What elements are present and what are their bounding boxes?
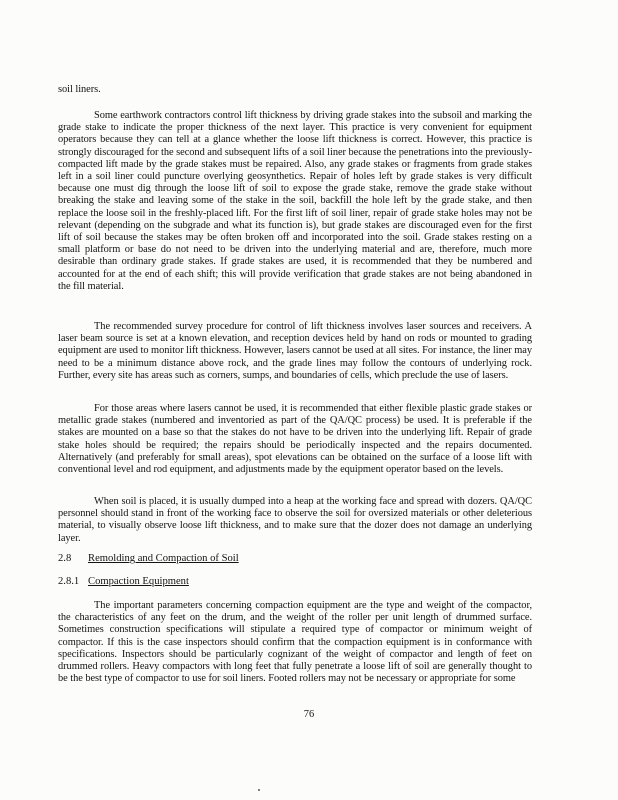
page-number: 76 [303, 709, 315, 720]
paragraph-soil-placement: When soil is placed, it is usually dumped into a heap at the working face and spread with dozers. QA/QC personnel should stand in front of the working face to observe the soil for oversized materials or other deleterious material, to visually observe loose lift thickness, and to make sure that the dozer does not damage an underlying layer. [58, 496, 532, 544]
scan-speck [258, 789, 260, 791]
continuation-text: soil liners. [58, 84, 101, 95]
paragraph-compaction-equipment: The important parameters concerning compaction equipment are the type and weight of the compactor, the characteristics of any feet on the drum, and the weight of the roller per unit length of drummed surface. Sometimes construction specifications will stipulate a required type of compactor or minimum weight of compactor. If this is the case inspectors should confirm that the compaction equipment is in conformance with specifications. Inspectors should be particularly cognizant of the weight of compactor and length of feet on drummed rollers. Heavy compactors with long feet that fully penetrate a loose lift of soil are generally thought to be the best type of compactor to use for soil liners. Footed rollers may not be necessary or appropriate for some [58, 600, 532, 685]
section-title: Remolding and Compaction of Soil [88, 553, 239, 564]
subsection-number: 2.8.1 [58, 576, 80, 587]
paragraph-plastic-stakes: For those areas where lasers cannot be used, it is recommended that either flexible plastic grade stakes or metallic grade stakes (numbered and inventoried as part of the QA/QC process) be used. It is preferable if the stakes are mounted on a base so that the stakes do not have to be driven into the underlying lift. Repair of grade stake holes should be required; the repairs should be periodically inspected and the repairs documented. Alternatively (and preferably for small areas), spot elevations can be obtained on the surface of a loose lift with conventional level and rod equipment, and adjustments made by the equipment operator based on the levels. [58, 403, 532, 476]
subsection-heading [58, 575, 189, 588]
paragraph-grade-stakes: Some earthwork contractors control lift thickness by driving grade stakes into the subsoil and marking the grade stake to indicate the proper thickness of the next layer. This practice is very convenient for equipment operators because they can tell at a glance whether the loose lift thickness is correct. However, this practice is strongly discouraged for the second and subsequent lifts of a soil liner because the penetrations into the previously-compacted lift made by the grade stakes must be repaired. Also, any grade stakes or fragments from grade stakes left in a soil liner could puncture overlying geosynthetics. Repair of holes left by grade stakes is very difficult because one must dig through the loose lift of soil to expose the grade stake, remove the grade stake without breaking the stake and leaving some of the stake in the soil, backfill the hole left by the grade stake, and then replace the loose soil in the freshly-placed lift. For the first lift of soil liner, repair of grade stake holes may not be relevant (depending on the subgrade and what its function is), but grade stakes are discouraged even for the first lift of soil because the stakes may be often broken off and incorporated into the soil. Grade stakes resting on a small platform or base do not need to be driven into the underlying material and are, therefore, much more desirable than ordinary grade stakes. If grade stakes are used, it is recommended that they be numbered and accounted for at the end of each shift; this will provide verification that grade stakes are not being abandoned in the fill material. [58, 110, 532, 292]
section-heading [58, 552, 239, 565]
section-number: 2.8 [58, 553, 72, 564]
subsection-title: Compaction Equipment [88, 576, 189, 587]
paragraph-laser-survey: The recommended survey procedure for control of lift thickness involves laser sources and receivers. A laser beam source is set at a known elevation, and reception devices held by hand on rods or mounted to grading equipment are used to monitor lift thickness. However, lasers cannot be used at all sites. For instance, the liner may need to be a minimum distance above rock, and the grade lines may follow the contours of underlying rock. Further, every site has areas such as corners, sumps, and boundaries of cells, which preclude the use of lasers. [58, 321, 532, 381]
